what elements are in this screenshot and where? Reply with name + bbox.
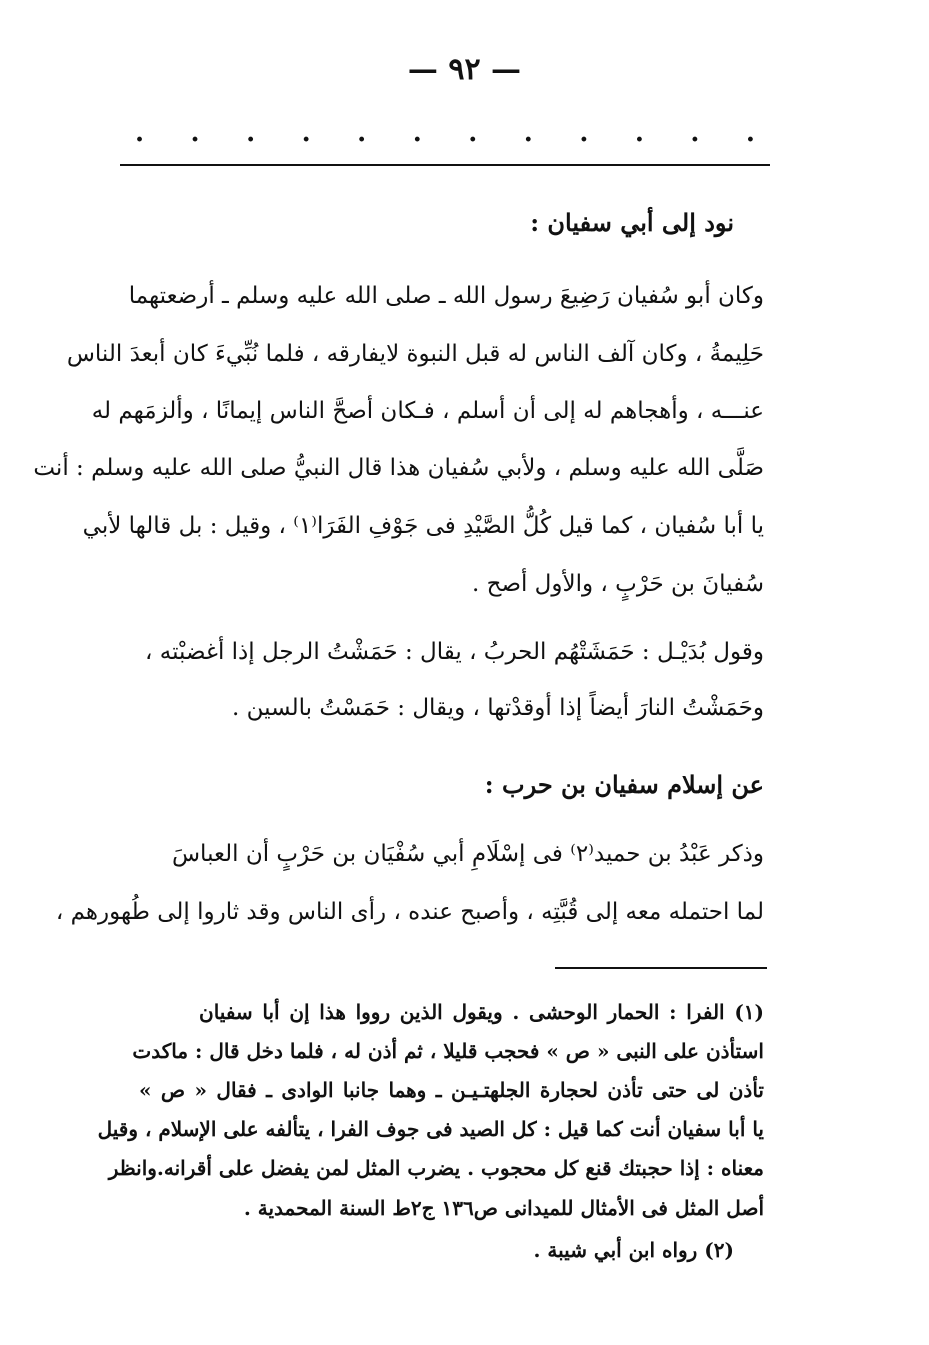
footnote-line: معناه : إذا حجبتك قنع كل محجوب . يضرب المثل لمن يفضل على أقرانه.وانظر <box>108 1156 764 1180</box>
section-heading-1: نود إلى أبي سفيان : <box>530 208 734 237</box>
footnote-line: أصل المثل فى الأمثال للميدانى ص١٣٦ ج٢ط السنة المحمدية . <box>243 1196 764 1220</box>
text-line: وحَمَشْتُ النارَ أيضاً إذا أوقدْتها ، ويقال : حَمَسْتُ بالسين . <box>232 695 764 721</box>
section-heading-2: عن إسلام سفيان بن حرب : <box>484 770 764 799</box>
footnote-rule <box>555 967 767 969</box>
text-line: وذكر عَبْدُ بن حميد⁽٢⁾ فى إسْلَامِ أبي سُفْيَان بن حَرْبٍ أن العباسَ <box>171 841 764 867</box>
page-number: — ٩٢ — <box>407 52 522 87</box>
footnote-line: (١) الفرا : الحمار الوحشى . ويقول الذين رووا هذا إن أبا سفيان <box>199 1000 764 1024</box>
top-rule <box>120 164 770 166</box>
text-line: حَلِيمةُ ، وكان آلف الناس له قبل النبوة لايفارقه ، فلما نُبِّيءَ كان أبعدَ الناس <box>66 341 764 367</box>
text-line: سُفيانَ بن حَرْبٍ ، والأول أصح . <box>471 571 764 597</box>
text-line: صَلَّى الله عليه وسلم ، ولأبي سُفيان هذا قال النبيُّ صلى الله عليه وسلم : أنت <box>33 455 764 481</box>
text-line: وكان أبو سُفيان رَضِيعَ رسول الله ـ صلى الله عليه وسلم ـ أرضعتهما <box>128 283 764 309</box>
footnote-line: (٢) رواه ابن أبي شيبة . <box>533 1238 734 1262</box>
text-line: عنـــه ، وأهجاهم له إلى أن أسلم ، فـكان أصحَّ الناس إيمانًا ، وألزمَهم له <box>91 398 764 424</box>
dot-separator: . . . . . . . . . . . . <box>135 118 755 148</box>
footnote-line: تأذن لى حتى تأذن لحجارة الجلهتـيـن ـ وهما جانبا الوادى ـ فقال « ص » <box>139 1078 764 1102</box>
footnote-line: يا أبا سفيان أنت كما قيل : كل الصيد فى جوف الفرا ، يتألفه على الإسلام ، وقيل <box>97 1117 764 1141</box>
text-line: وقول بُدَيْـل : حَمَشَتْهُم الحربُ ، يقال : حَمَشْتُ الرجل إذا أغضبْته ، <box>145 639 764 665</box>
text-line: يا أبا سُفيان ، كما قيل كُلُّ الصَّيْدِ فى جَوْفِ الفَرَا⁽١⁾ ، وقيل : بل قالها لأبي <box>82 513 764 539</box>
text-line: لما احتمله معه إلى قُبَّتِه ، وأصبح عنده ، رأى الناس وقد ثاروا إلى طُهورهم ، <box>55 899 764 925</box>
footnote-line: استأذن على النبى « ص » فحجب قليلا ، ثم أذن له ، فلما دخل قال : ماكدت <box>132 1039 764 1063</box>
